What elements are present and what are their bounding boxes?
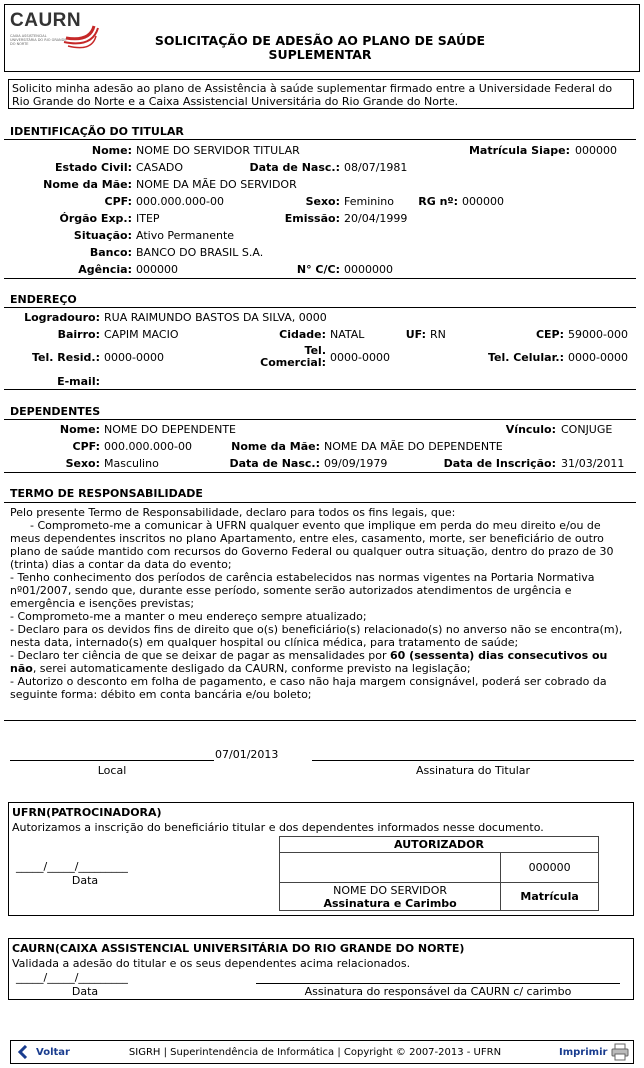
agencia-label: Agência: [78, 263, 132, 276]
endereco-section-title: ENDEREÇO [10, 293, 77, 306]
printer-icon [611, 1043, 629, 1061]
dep-sexo-label: Sexo: [65, 457, 100, 470]
caurn-logo [8, 8, 100, 52]
tel-resid-label: Tel. Resid.: [32, 351, 100, 364]
local-label: Local [97, 764, 127, 777]
divider [4, 720, 636, 721]
imprimir-label: Imprimir [559, 1046, 608, 1058]
caurn-signature-line [256, 983, 620, 984]
autorizador-header: AUTORIZADOR [280, 837, 599, 853]
banco: BANCO DO BRASIL S.A. [136, 246, 264, 259]
dep-vinculo-label: Vínculo: [505, 423, 556, 436]
dep-nome: NOME DO DEPENDENTE [104, 423, 236, 436]
signature-date: 07/01/2013 [215, 748, 279, 761]
ufrn-date-blank: _____/_____/_________ [16, 860, 128, 873]
dep-vinculo: CONJUGE [561, 423, 613, 436]
cep-label: CEP: [535, 328, 564, 341]
estado-civil: CASADO [136, 161, 184, 174]
titular-matricula-label: Matrícula Siape: [468, 144, 570, 157]
caurn-date-blank: _____/_____/_________ [16, 971, 128, 984]
dep-nome-label: Nome: [59, 423, 100, 436]
imprimir-link[interactable] [559, 1043, 629, 1061]
orgao-exp: ITEP [136, 212, 160, 225]
caurn-text: Validada a adesão do titular e os seus dependentes acima relacionados. [12, 957, 411, 970]
ufrn-title: UFRN(PATROCINADORA) [12, 806, 162, 819]
bairro: CAPIM MACIO [104, 328, 179, 341]
cidade: NATAL [330, 328, 365, 341]
local-signature-line [10, 760, 214, 761]
titular-rg-label: RG nº: [418, 195, 458, 208]
titular-nasc-label: Data de Nasc.: [249, 161, 340, 174]
uf: RN [430, 328, 446, 341]
caurn-signature-label: Assinatura do responsável da CAURN c/ carimbo [304, 985, 572, 998]
titular-nome-label: Nome: [91, 144, 132, 157]
dep-nasc-label: Data de Nasc.: [229, 457, 320, 470]
cidade-label: Cidade: [279, 328, 326, 341]
email-label: E-mail: [57, 375, 100, 388]
conta: 0000000 [344, 263, 393, 276]
titular-sexo-label: Sexo: [305, 195, 340, 208]
banco-label: Banco: [89, 246, 132, 259]
termo-intro: Pelo presente Termo de Responsabilidade, declaro para todos os fins legais, que: [10, 506, 456, 519]
titular-cpf: 000.000.000-00 [136, 195, 224, 208]
divider [4, 472, 636, 473]
assinatura-carimbo-label: Assinatura e Carimbo [323, 896, 457, 910]
voltar-label: Voltar [36, 1046, 70, 1058]
titular-signature-line [312, 760, 634, 761]
caurn-title: CAURN(CAIXA ASSISTENCIAL UNIVERSITÁRIA DO RIO GRANDE DO NORTE) [12, 942, 465, 955]
termo-section-title: TERMO DE RESPONSABILIDADE [10, 487, 203, 500]
dep-cpf: 000.000.000-00 [104, 440, 192, 453]
page-title: SOLICITAÇÃO DE ADESÃO AO PLANO DE SAÚDE SUPLEMENTAR [154, 33, 486, 62]
tel-resid: 0000-0000 [104, 351, 164, 364]
agencia: 000000 [136, 263, 178, 276]
intro-text: Solicito minha adesão ao plano de Assistência à saúde suplementar firmado entre a Universidade Federal do Rio Grande do Norte e a Caixa Assistencial Universitária do Rio Grande do Norte. [12, 82, 613, 108]
cep: 59000-000 [568, 328, 628, 341]
signature-cell [280, 853, 501, 883]
servidor-name: NOME DO SERVIDOR [333, 883, 448, 897]
servidor-cell [280, 883, 501, 911]
dep-sexo: Masculino [104, 457, 159, 470]
dep-mae: NOME DA MÃE DO DEPENDENTE [324, 440, 503, 453]
autorizador-table [279, 836, 599, 911]
divider [4, 419, 636, 420]
titular-nome: NOME DO SERVIDOR TITULAR [136, 144, 300, 157]
emissao-label: Emissão: [284, 212, 340, 225]
titular-mae: NOME DA MÃE DO SERVIDOR [136, 178, 297, 191]
dep-nasc: 09/09/1979 [324, 457, 388, 470]
bairro-label: Bairro: [57, 328, 100, 341]
situacao-label: Situação: [73, 229, 132, 242]
termo-text [10, 506, 630, 701]
titular-section-title: IDENTIFICAÇÃO DO TITULAR [10, 125, 184, 138]
conta-label: N° C/C: [296, 263, 340, 276]
dependentes-section-title: DEPENDENTES [10, 405, 101, 418]
tel-comercial: 0000-0000 [330, 351, 390, 364]
emissao: 20/04/1999 [344, 212, 408, 225]
autorizador-matricula: 000000 [501, 853, 599, 883]
dep-inscricao-label: Data de Inscrição: [443, 457, 556, 470]
dep-inscricao: 31/03/2011 [561, 457, 625, 470]
divider [4, 389, 636, 390]
titular-nasc: 08/07/1981 [344, 161, 408, 174]
termo-item: - Comprometo-me a comunicar à UFRN qualquer evento que implique em perda do meu direito e/ou de meus dependentes inscritos no plano Apartamento, entre eles, casamento, morte, ser beneficiário de outro plano de saúde mantido com recursos do Governo Federal ou qualquer outra situação, dentro do prazo de 30 (trinta) dias a contar da data do evento; - Tenho conhecimento dos períodos de carência estabelecidos nas normas vigentes na Portaria Normativa nº01/2007, sendo que, durante esse período, somente serão autorizados atendimentos de urgência e emergência e isenções previstas; - Comprometo-me a manter o meu endereço sempre atualizado; - Declaro para os devidos fins de direito que o(s) beneficiário(s) relacionado(s) no anverso não se encontra(m), nesta data, internado(s) em qualquer hospital ou clínica médica, para tratamento de saúde; - Declaro ter ciência de que se deixar de pagar as mensalidades por 60 (sessenta) dias consecutivos ou não, serei automaticamente desligado da CAURN, conforme previsto na legislação; - Autorizo o desconto em folha de pagamento, e caso não haja margem consignável, poderá ser cobrado da seguinte forma: débito em conta bancária e/ou boleto; [10, 519, 623, 701]
uf-label: UF: [405, 328, 426, 341]
caurn-date-label: Data [71, 985, 99, 998]
titular-cpf-label: CPF: [104, 195, 132, 208]
matricula-label: Matrícula [501, 883, 599, 911]
logo-subtext: CAIXA ASSISTENCIAL UNIVERSITÁRIA DO RIO GRANDE DO NORTE [10, 34, 67, 46]
titular-signature-label: Assinatura do Titular [415, 764, 531, 777]
logo-text: CAURN [10, 10, 82, 31]
dep-cpf-label: CPF: [72, 440, 100, 453]
back-arrow-icon [16, 1045, 30, 1059]
logradouro-label: Logradouro: [24, 311, 100, 324]
titular-rg: 000000 [462, 195, 504, 208]
divider [4, 502, 636, 503]
titular-mae-label: Nome da Mãe: [43, 178, 132, 191]
ufrn-date-label: Data [71, 874, 99, 887]
divider [4, 278, 636, 279]
footer-text: SIGRH | Superintendência de Informática | Copyright © 2007-2013 - UFRN [128, 1047, 502, 1058]
logradouro: RUA RAIMUNDO BASTOS DA SILVA, 0000 [104, 311, 327, 324]
titular-sexo: Feminino [344, 195, 394, 208]
tel-celular-label: Tel. Celular.: [487, 351, 564, 364]
divider [4, 307, 636, 308]
titular-matricula: 000000 [575, 144, 617, 157]
dep-mae-label: Nome da Mãe: [231, 440, 320, 453]
ufrn-text: Autorizamos a inscrição do beneficiário titular e dos dependentes informados nesse documento. [12, 821, 544, 834]
voltar-link[interactable] [16, 1045, 70, 1059]
tel-celular: 0000-0000 [568, 351, 628, 364]
estado-civil-label: Estado Civil: [55, 161, 132, 174]
situacao: Ativo Permanente [136, 229, 235, 242]
divider [4, 139, 636, 140]
orgao-exp-label: Órgão Exp.: [59, 212, 132, 225]
tel-comercial-label: Tel. Comercial: [260, 344, 326, 369]
